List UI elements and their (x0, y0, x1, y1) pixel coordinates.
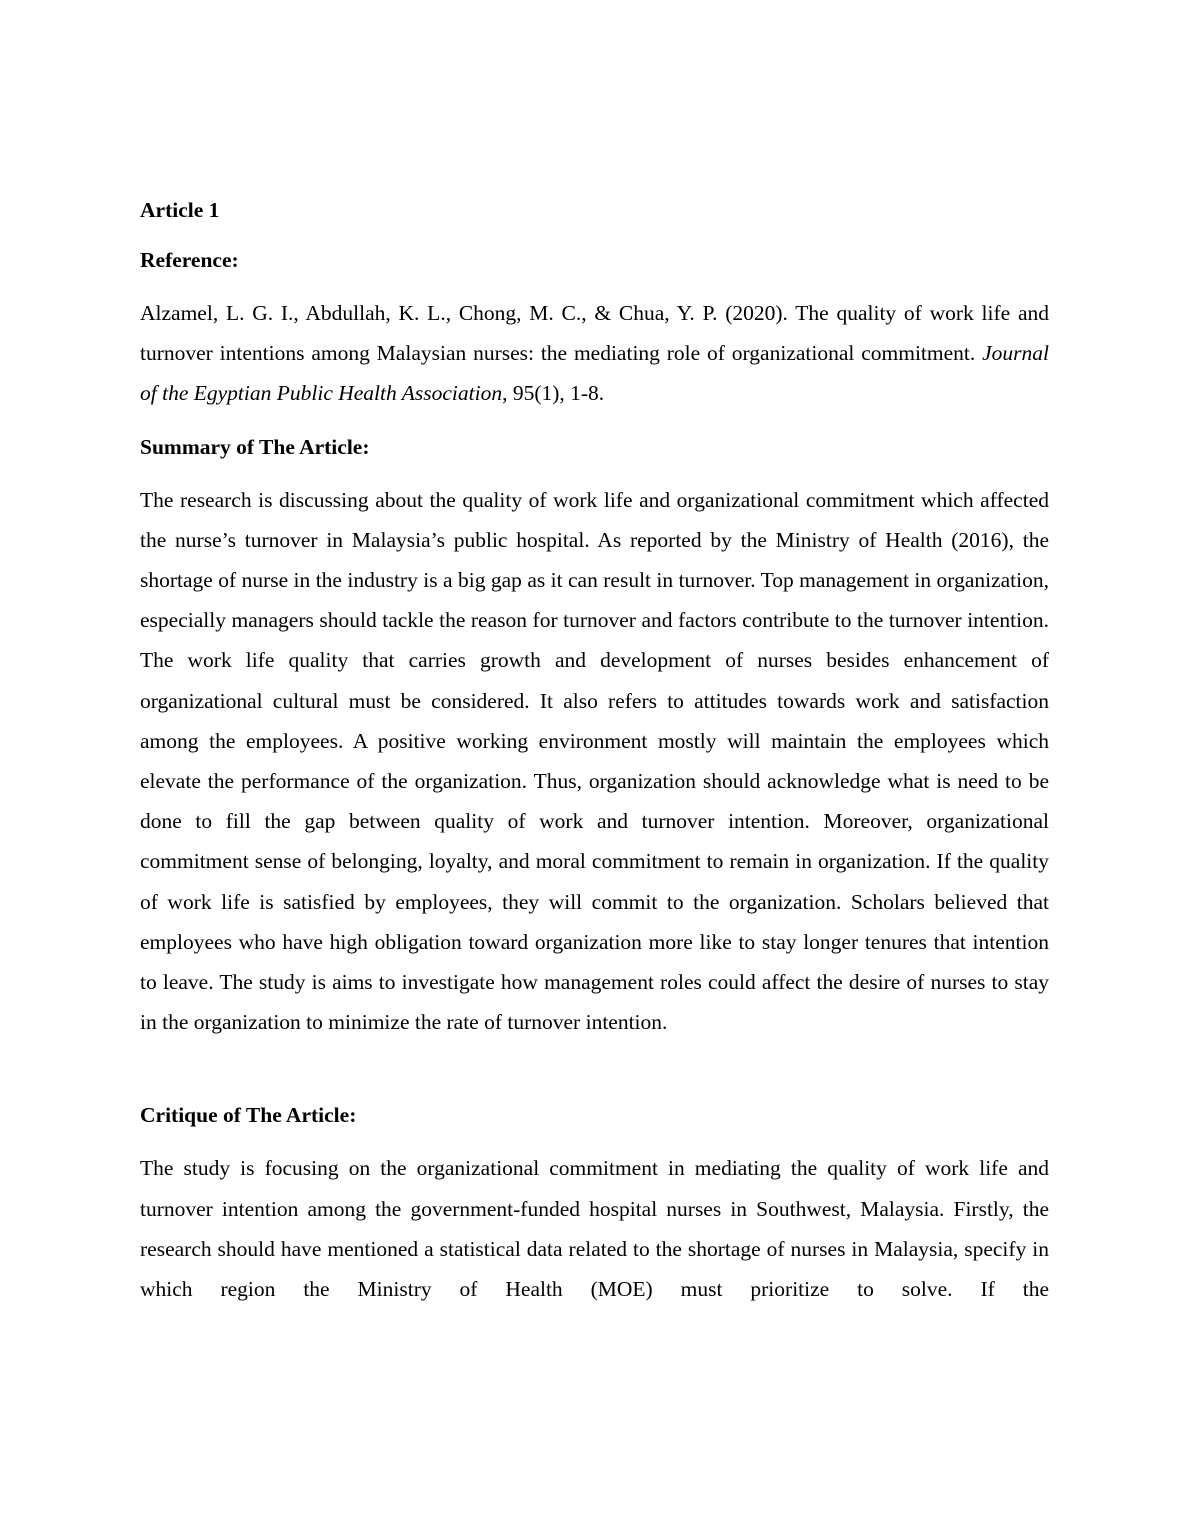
reference-authors-title: Alzamel, L. G. I., Abdullah, K. L., Chong, M. C., & Chua, Y. P. (2020). The quality of work life and turnover intentions among Malaysian nurses: the mediating role of organizational commitment. (140, 301, 1049, 366)
document-page (140, 193, 1049, 1325)
reference-journal: Journal of the Egyptian Public Health Association (140, 341, 1049, 406)
critique-text: The study is focusing on the organizational commitment in mediating the quality of work life and turnover intention among the government-funded hospital nurses in Southwest, Malaysia. Firstly, the research should have mentioned a statistical data related to the shortage of nurses in Malaysia, specify in which region the Ministry of Health (MOE) must prioritize to solve. If the (140, 1156, 1049, 1302)
reference-text (140, 293, 1049, 414)
reference-volume-pages: , 95(1), 1-8. (502, 381, 605, 406)
reference-heading: Reference: (140, 248, 239, 272)
summary-text: The research is discussing about the quality of work life and organizational commitment which affected the nurse’s turnover in Malaysia’s public hospital. As reported by the Ministry of Health (2016), the shortage of nurse in the industry is a big gap as it can result in turnover. Top management in organization, especially managers should tackle the reason for turnover and factors contribute to the turnover intention. The work life quality that carries growth and development of nurses besides enhancement of organizational cultural must be considered. It also refers to attitudes towards work and satisfaction among the employees. A positive working environment mostly will maintain the employees which elevate the performance of the organization. Thus, organization should acknowledge what is need to be done to fill the gap between quality of work and turnover intention. Moreover, organizational commitment sense of belonging, loyalty, and moral commitment to remain in organization. If the quality of work life is satisfied by employees, they will commit to the organization. Scholars believed that employees who have high obligation toward organization more like to stay longer tenures that intention to leave. The study is aims to investigate how management roles could affect the desire of nurses to stay in the organization to minimize the rate of turnover intention. (140, 487, 1049, 1035)
critique-heading: Critique of The Article: (140, 1103, 357, 1128)
article-title: Article 1 (140, 198, 220, 222)
section-spacer (140, 1058, 1049, 1098)
summary-heading: Summary of The Article: (140, 434, 370, 459)
